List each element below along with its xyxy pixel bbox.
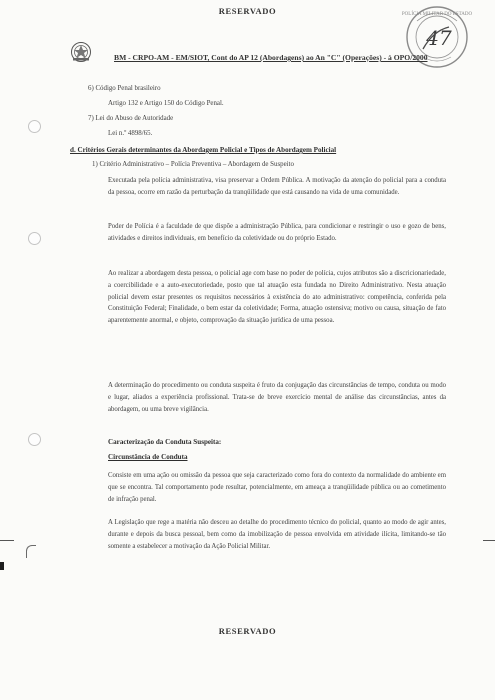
classification-header: RESERVADO [218, 6, 277, 16]
list-item-7: 7) Lei do Abuso de Autoridade [88, 115, 174, 122]
coat-of-arms-icon [70, 41, 92, 63]
item-1-heading: 1) Critério Administrativo – Polícia Preventiva – Abordagem de Suspeito [92, 161, 294, 168]
handwritten-page-number: 47 [426, 26, 452, 50]
classification-footer: RESERVADO [218, 626, 277, 636]
heading-caracterizacao: Caracterização da Conduta Suspeita: [108, 438, 222, 446]
scan-edge-line [0, 540, 14, 541]
binder-hole [28, 433, 41, 446]
paragraph-ordem-publica: Executada pela polícia administrativa, visa preservar a Ordem Pública. A motivação da atenção do policial para a conduta da pessoa, ocorre em razão da perturbação da tranqüilidade que está causando na vida de uma comunidade. [108, 177, 446, 196]
binder-hole [28, 120, 41, 133]
binder-hole [28, 232, 41, 245]
paragraph-procedimento: A determinação do procedimento ou conduta suspeita é fruto da conjugação das circunstâncias de tempo, conduta ou modo e lugar, aliados a experiência profissional. Trata-se de breve exercício mental de análise das circunstâncias, antes da abordagem, ou uma breve vigilância. [108, 382, 446, 413]
scan-edge-line [483, 540, 495, 541]
paragraph-legislacao: A Legislação que rege a matéria não desceu ao detalhe do procedimento técnico do policial, quanto ao modo de agir antes, durante e depois da busca pessoal, bem como da imobilização de pessoa envolvida em atividade ilícita, limitando-se tão somente a estabelecer a motivação da Ação Policial Militar. [108, 519, 446, 550]
scan-bracket-mark [26, 545, 36, 558]
official-stamp [393, 3, 475, 75]
paragraph-circunstancia: Consiste em uma ação ou omissão da pessoa que seja caracterizado como fora do contexto da normalidade do ambiente em que se encontra. Tal comportamento pode resultar, potencialmente, em ameaça a tranqüilidade pública ou ao cometimento de infração penal. [108, 472, 446, 503]
paragraph-atributos: Ao realizar a abordagem desta pessoa, o policial age com base no poder de polícia, cujos atributos são a discricionariedade, a coercibilidade e a auto-executoriedade, posto que tal atuação esta fundada no Direito Administrativo. Nesta atuação policial devem estar presentes os requisitos necessários à existência do ato administrativo: competência, conferida pela Constituição Federal; Finalidade, o bem estar da coletividade; Forma, atuação ostensiva; motivo ou causa, situação de fato aparentemente anormal, e objeto, comprovação da situação jurídica de uma pessoa. [108, 270, 446, 325]
document-reference-header: BM - CRPO-AM - EM/SIOT, Cont do AP 12 (Abordagens) ao An "C" (Operações) - à OPO/2000 [114, 53, 428, 62]
list-item-6-detail: Artigo 132 e Artigo 150 do Código Penal. [108, 100, 224, 107]
list-item-6: 6) Código Penal brasileiro [88, 85, 161, 92]
stamp-text: POLÍCIA MILITAR DO ESTADO [401, 12, 473, 17]
heading-circunstancia: Circunstância de Conduta [108, 453, 188, 461]
scan-edge-mark [0, 562, 4, 570]
paragraph-poder-policia: Poder de Polícia é a faculdade de que dispõe a administração Pública, para condicionar e restringir o uso e gozo de bens, atividades e direitos individuais, em benefício da coletividade ou do próprio Estado. [108, 223, 446, 242]
list-item-7-detail: Lei n.º 4898/65. [108, 130, 153, 137]
section-d-heading: d. Critérios Gerais determinantes da Abordagem Policial e Tipos de Abordagem Policial [70, 146, 337, 154]
